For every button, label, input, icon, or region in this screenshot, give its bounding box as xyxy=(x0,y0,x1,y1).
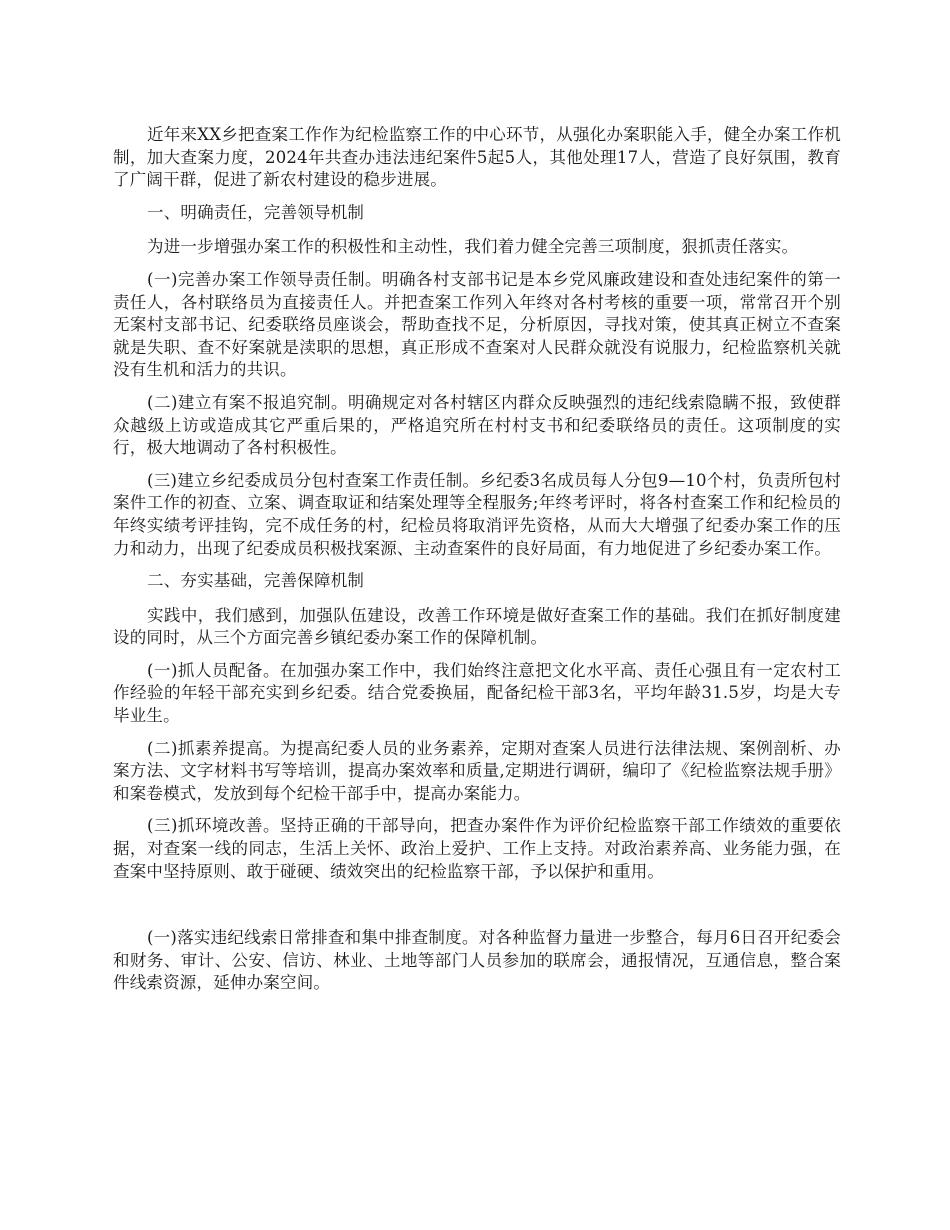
paragraph-item-3-1: (一)落实违纪线索日常排查和集中排查制度。对各种监督力量进一步整合，每月6日召开纪委会和财务、审计、公安、信访、林业、土地等部门人员参加的联席会，通报情况，互通信息，整合案件线索资源，延伸办案空间。 xyxy=(113,928,841,993)
paragraph-section2-intro: 实践中，我们感到，加强队伍建设，改善工作环境是做好查案工作的基础。我们在抓好制度建设的同时，从三个方面完善乡镇纪委办案工作的保障机制。 xyxy=(113,605,841,648)
section-heading-1: 一、明确责任，完善领导机制 xyxy=(147,202,365,222)
section-heading-2: 二、夯实基础，完善保障机制 xyxy=(147,571,365,591)
paragraph-item-1-3: (三)建立乡纪委成员分包村查案工作责任制。乡纪委3名成员每人分包9—10个村，负责所包村案件工作的初查、立案、调查取证和结案处理等全程服务;年终考评时，将各村查案工作和纪检员的年终实绩考评挂钩，完不成任务的村，纪检员将取消评先资格，从而大大增强了纪委办案工作的压力和动力，出现了纪委成员积极找案源、主动查案件的良好局面，有力地促进了乡纪委办案工作。 xyxy=(113,470,841,558)
paragraph-item-2-2: (二)抓素养提高。为提高纪委人员的业务素养，定期对查案人员进行法律法规、案例剖析、办案方法、文字材料书写等培训，提高办案效率和质量,定期进行调研，编印了《纪检监察法规手册》和案卷模式，发放到每个纪检干部手中，提高办案能力。 xyxy=(113,738,841,803)
paragraph-intro: 近年来XX乡把查案工作作为纪检监察工作的中心环节，从强化办案职能入手，健全办案工作机制，加大查案力度，2024年共查办违法违纪案件5起5人，其他处理17人，营造了良好氛围，教育了广阔干群，促进了新农村建设的稳步进展。 xyxy=(113,125,841,190)
paragraph-item-1-2: (二)建立有案不报追究制。明确规定对各村辖区内群众反映强烈的违纪线索隐瞒不报，致使群众越级上访或造成其它严重后果的，严格追究所在村村支书和纪委联络员的责任。这项制度的实行，极大地调动了各村积极性。 xyxy=(113,392,841,458)
paragraph-item-2-1: (一)抓人员配备。在加强办案工作中，我们始终注意把文化水平高、责任心强且有一定农村工作经验的年轻干部充实到乡纪委。结合党委换届，配备纪检干部3名，平均年龄31.5岁，均是大专毕业生。 xyxy=(113,660,841,726)
paragraph-item-2-3: (三)抓环境改善。坚持正确的干部导向，把查办案件作为评价纪检监察干部工作绩效的重要依据，对查案一线的同志，生活上关怀、政治上爱护、工作上支持。对政治素养高、业务能力强，在查案中坚持原则、敢于碰硬、绩效突出的纪检监察干部，予以保护和重用。 xyxy=(113,816,841,881)
paragraph-item-1-1: (一)完善办案工作领导责任制。明确各村支部书记是本乡党风廉政建设和查处违纪案件的第一责任人，各村联络员为直接责任人。并把查案工作列入年终对各村考核的重要一项，常常召开个别无案村支部书记、纪委联络员座谈会，帮助查找不足，分析原因，寻找对策，使其真正树立不查案就是失职、查不好案就是渎职的思想，真正形成不查案对人民群众就没有说服力，纪检监察机关就没有生机和活力的共识。 xyxy=(113,269,841,380)
section-gap xyxy=(113,893,841,927)
document-body xyxy=(113,124,841,1005)
paragraph-section1-intro: 为进一步增强办案工作的积极性和主动性，我们着力健全完善三项制度，狠抓责任落实。 xyxy=(147,237,799,257)
